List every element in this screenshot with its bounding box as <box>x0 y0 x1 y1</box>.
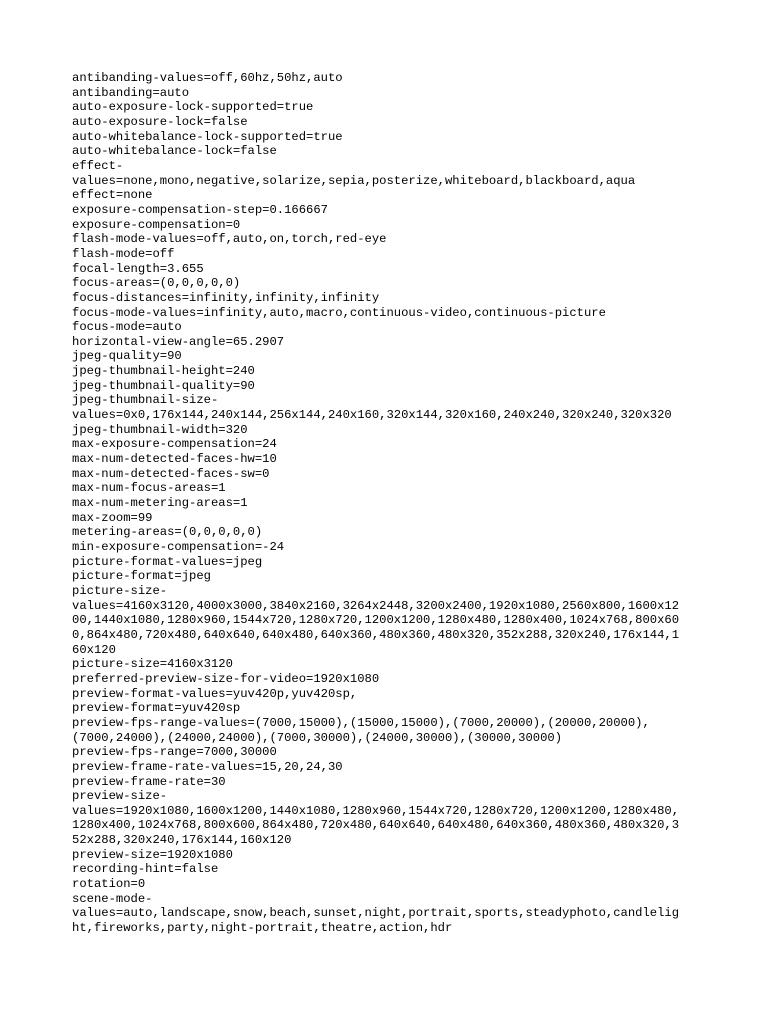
document-line: jpeg-thumbnail-width=320 <box>72 422 248 437</box>
document-line: auto-whitebalance-lock=false <box>72 144 277 159</box>
document-line: values=none,mono,negative,solarize,sepia,posterize,whiteboard,blackboard,aqua <box>72 173 636 188</box>
document-line: jpeg-thumbnail-size- <box>72 393 219 408</box>
camera-parameters-document <box>72 71 702 936</box>
document-line: max-exposure-compensation=24 <box>72 437 277 452</box>
document-line: preview-size- <box>72 789 168 804</box>
document-line: horizontal-view-angle=65.2907 <box>72 334 285 349</box>
document-line: exposure-compensation-step=0.166667 <box>72 202 328 217</box>
document-line: max-num-metering-areas=1 <box>72 496 248 511</box>
document-line: preview-format=yuv420sp <box>72 701 241 716</box>
document-line: auto-whitebalance-lock-supported=true <box>72 129 343 144</box>
document-line: metering-areas=(0,0,0,0,0) <box>72 525 263 540</box>
document-line: preview-format-values=yuv420p,yuv420sp, <box>72 686 358 701</box>
document-line: picture-size- <box>72 583 168 598</box>
document-line: picture-size=4160x3120 <box>72 657 233 672</box>
document-line: focus-areas=(0,0,0,0,0) <box>72 276 241 291</box>
document-line: values=0x0,176x144,240x144,256x144,240x160,320x144,320x160,240x240,320x240,320x320 <box>72 408 672 423</box>
document-line: antibanding-values=off,60hz,50hz,auto <box>72 71 343 85</box>
document-line: values=1920x1080,1600x1200,1440x1080,1280x960,1544x720,1280x720,1200x1200,1280x480, <box>72 803 680 818</box>
document-line: values=4160x3120,4000x3000,3840x2160,3264x2448,3200x2400,1920x1080,2560x800,1600x12 <box>72 598 680 613</box>
document-line: auto-exposure-lock=false <box>72 114 248 129</box>
document-line: scene-mode- <box>72 891 153 906</box>
document-line: flash-mode-values=off,auto,on,torch,red-eye <box>72 232 387 247</box>
document-line: recording-hint=false <box>72 862 219 877</box>
document-line: max-zoom=99 <box>72 510 153 525</box>
document-line: flash-mode=off <box>72 246 175 261</box>
document-line: max-num-detected-faces-sw=0 <box>72 466 270 481</box>
document-line: 00,1440x1080,1280x960,1544x720,1280x720,1200x1200,1280x480,1280x400,1024x768,800x60 <box>72 613 680 628</box>
document-line: max-num-detected-faces-hw=10 <box>72 452 277 467</box>
document-line: exposure-compensation=0 <box>72 217 241 232</box>
document-line: 52x288,320x240,176x144,160x120 <box>72 833 292 848</box>
document-line: antibanding=auto <box>72 85 190 100</box>
document-line: preview-size=1920x1080 <box>72 847 233 862</box>
document-line: jpeg-thumbnail-quality=90 <box>72 378 255 393</box>
document-line: 60x120 <box>72 642 116 657</box>
document-line: focus-mode=auto <box>72 320 182 335</box>
document-line: picture-format=jpeg <box>72 569 211 584</box>
document-line: focus-mode-values=infinity,auto,macro,continuous-video,continuous-picture <box>72 305 606 320</box>
document-line: focal-length=3.655 <box>72 261 204 276</box>
document-line: picture-format-values=jpeg <box>72 554 263 569</box>
document-line: rotation=0 <box>72 877 146 892</box>
document-line: min-exposure-compensation=-24 <box>72 540 285 554</box>
document-line: jpeg-quality=90 <box>72 349 182 364</box>
document-line: jpeg-thumbnail-height=240 <box>72 364 255 379</box>
document-line: focus-distances=infinity,infinity,infinity <box>72 290 380 305</box>
document-line: ht,fireworks,party,night-portrait,theatre,action,hdr <box>72 921 453 936</box>
document-line: effect- <box>72 158 124 173</box>
document-line: 1280x400,1024x768,800x600,864x480,720x480,640x640,640x480,640x360,480x360,480x320,3 <box>72 818 680 833</box>
document-line: (7000,24000),(24000,24000),(7000,30000),(24000,30000),(30000,30000) <box>72 730 563 745</box>
document-line: auto-exposure-lock-supported=true <box>72 100 314 115</box>
document-line: 0,864x480,720x480,640x640,640x480,640x360,480x360,480x320,352x288,320x240,176x144,1 <box>72 627 680 642</box>
document-line: preview-fps-range-values=(7000,15000),(15000,15000),(7000,20000),(20000,20000), <box>72 715 650 730</box>
document-line: preview-frame-rate-values=15,20,24,30 <box>72 759 343 774</box>
document-line: preview-frame-rate=30 <box>72 774 226 789</box>
document-line: preferred-preview-size-for-video=1920x1080 <box>72 671 380 686</box>
document-line: preview-fps-range=7000,30000 <box>72 745 277 760</box>
document-line: max-num-focus-areas=1 <box>72 481 226 496</box>
document-line: effect=none <box>72 188 153 203</box>
document-line: values=auto,landscape,snow,beach,sunset,night,portrait,sports,steadyphoto,candlelig <box>72 906 680 921</box>
